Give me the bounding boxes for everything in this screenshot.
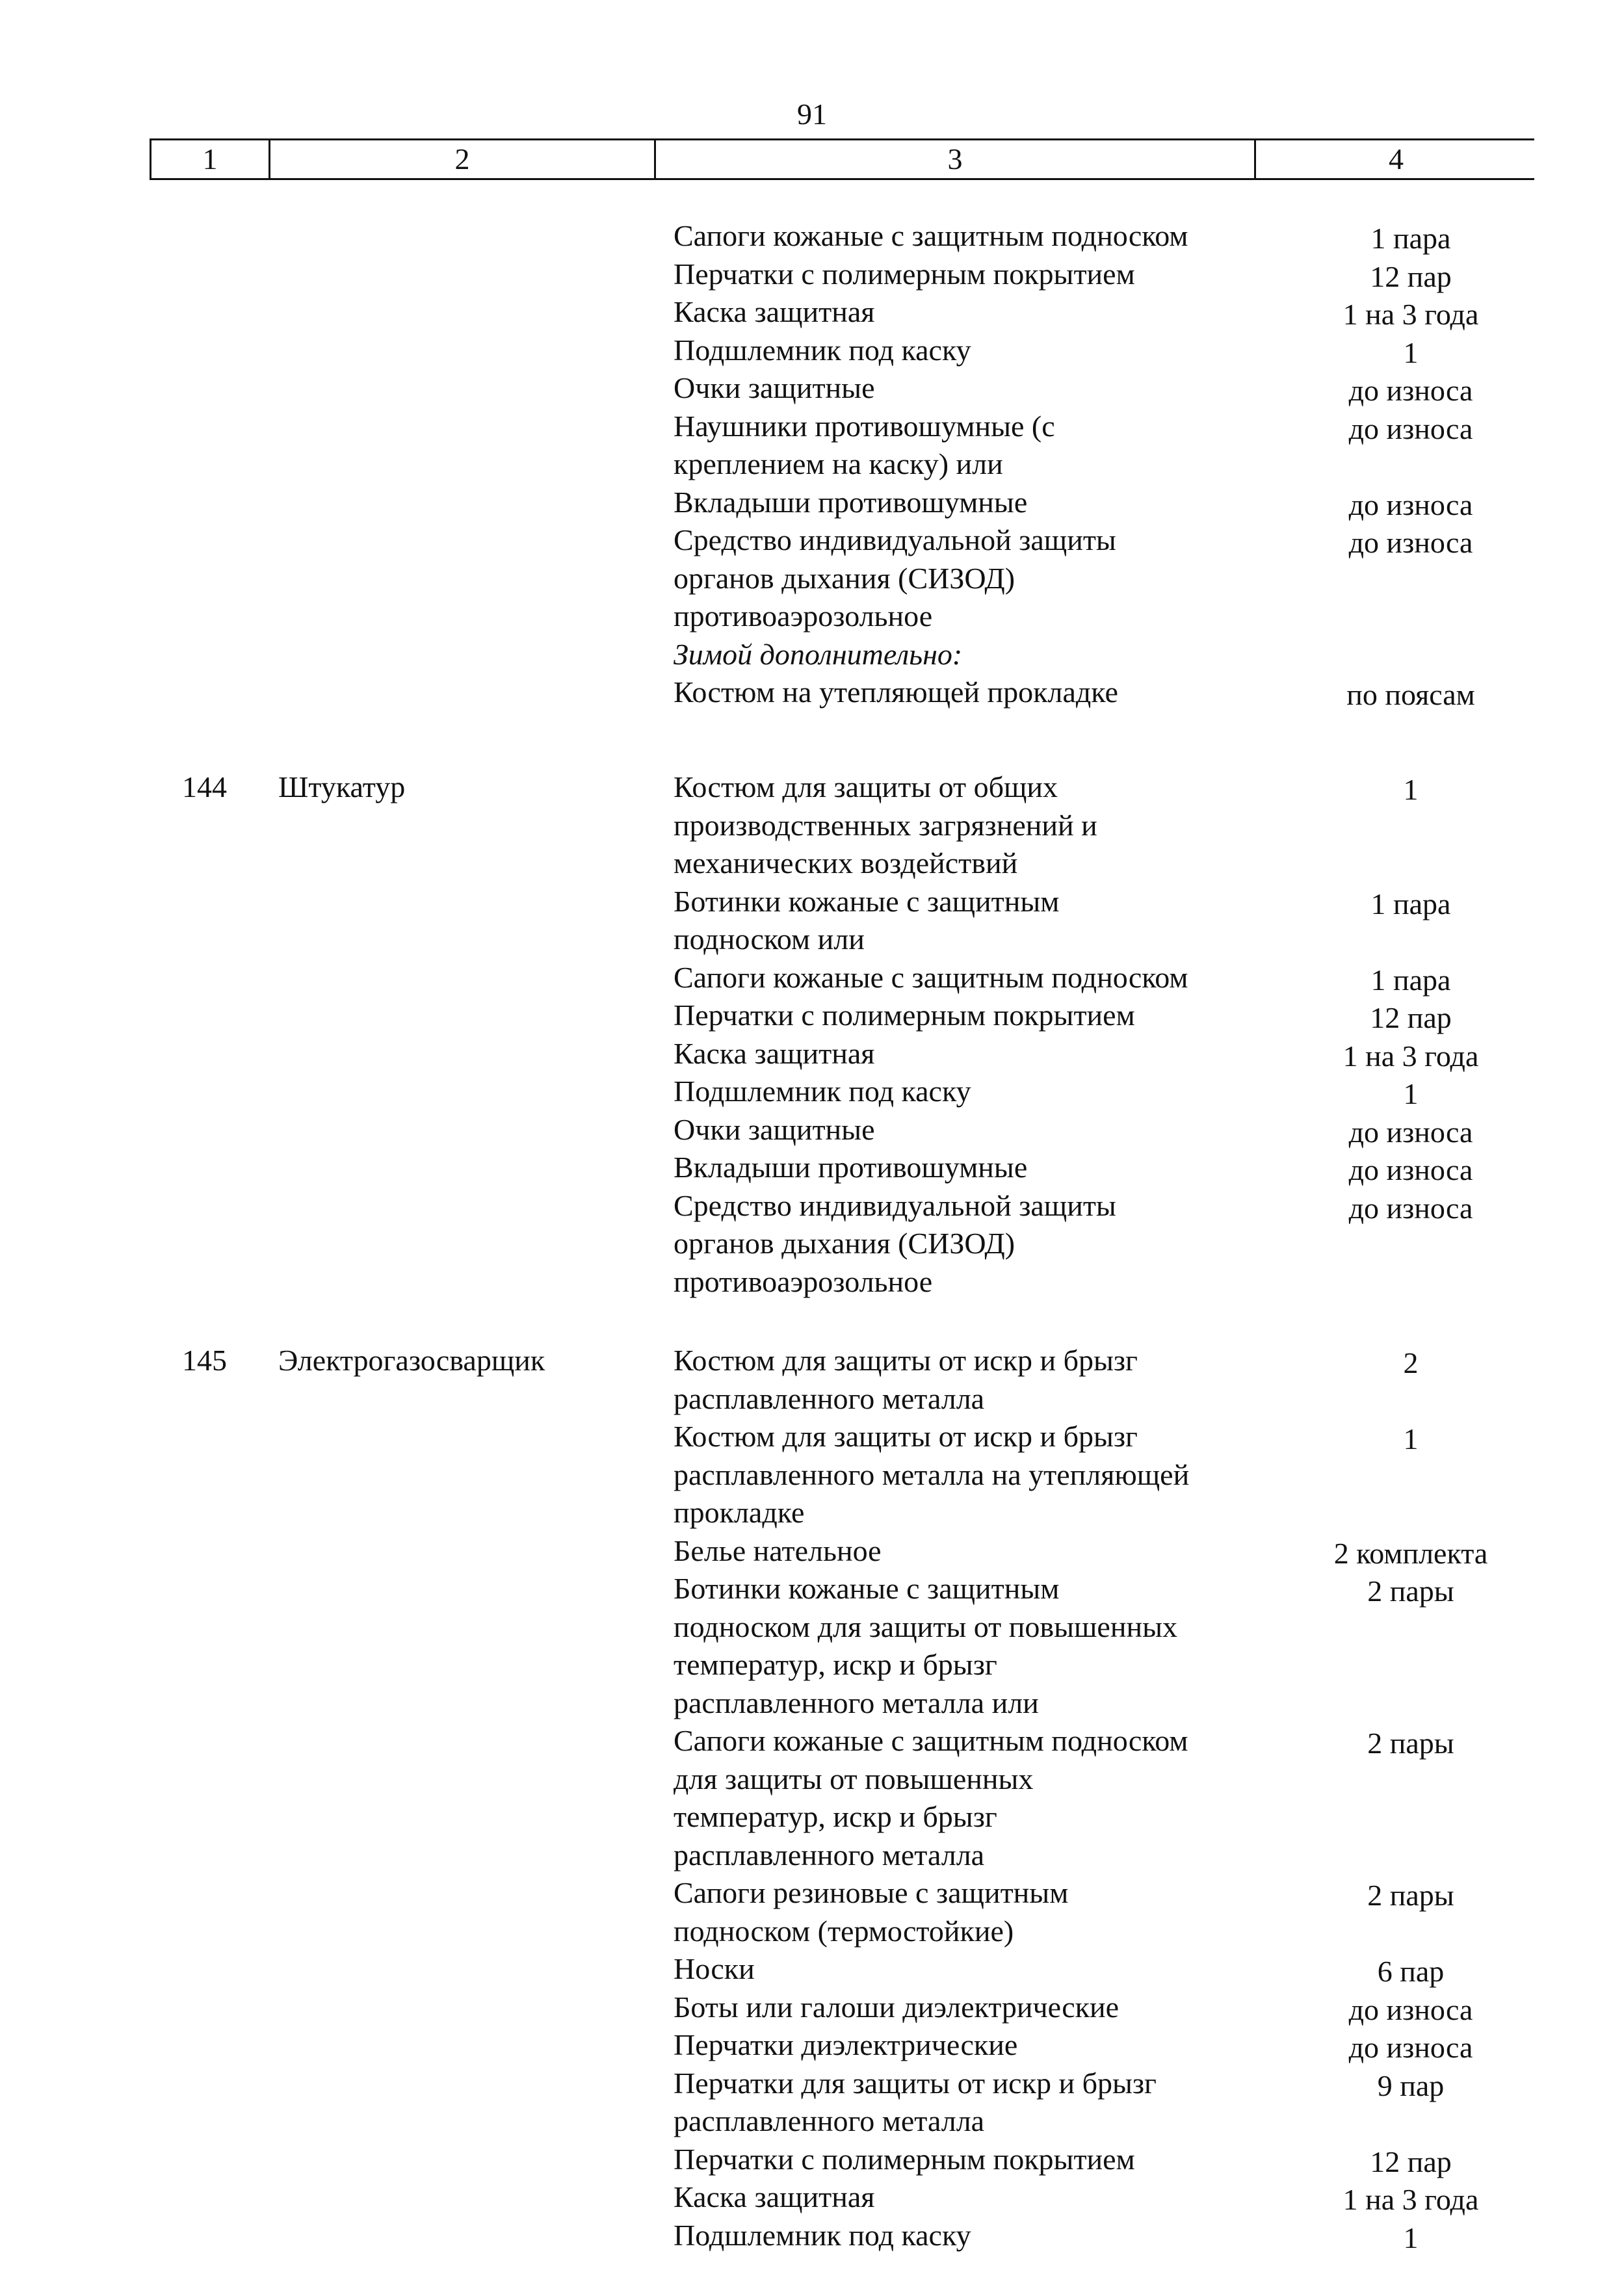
ppe-item-line: Костюм для защиты от общих [674,770,1058,803]
ppe-item-line: Каска защитная [674,2180,875,2213]
issue-norm: 2 пары [1367,1574,1454,1608]
issue-norm: 12 пар [1370,259,1452,293]
ppe-item-line: Сапоги кожаные с защитным подноском [674,219,1188,252]
header-col-4: 4 [1389,142,1404,176]
issue-norm: до износа [1348,374,1473,407]
issue-norm: 12 пар [1370,1001,1452,1034]
ppe-item-line: производственных загрязнений и [674,808,1097,842]
issue-norm: 1 на 3 года [1342,1039,1479,1073]
ppe-item-line: расплавленного металла [674,1381,985,1415]
issue-norm: до износа [1348,488,1473,521]
issue-norm: 6 пар [1377,1955,1445,1988]
issue-norm: 1 [1403,1077,1419,1110]
section-note: Зимой дополнительно: [674,637,963,671]
issue-norm: 1 [1403,1422,1419,1455]
ppe-item-line: Белье нательное [674,1533,882,1567]
issue-norm: до износа [1348,411,1473,445]
ppe-item-line: Сапоги кожаные с защитным подноском [674,1724,1188,1757]
header-col-3: 3 [947,142,963,176]
ppe-item-line: механических воздействий [674,846,1018,880]
ppe-item-line: температур, искр и брызг [674,1648,997,1681]
ppe-item-line: Сапоги резиновые с защитным [674,1876,1069,1909]
ppe-item-line: подноском или [674,922,865,956]
ppe-item-line: Костюм для защиты от искр и брызг [674,1344,1138,1377]
issue-norm: до износа [1348,1992,1473,2026]
ppe-item-line: Носки [674,1952,755,1985]
ppe-item-line: расплавленного металла [674,1838,985,1872]
page-number: 91 [797,98,827,131]
ppe-item-line: расплавленного металла [674,2104,985,2137]
ppe-item-line: Очки защитные [674,371,875,404]
table-header [150,138,1534,180]
ppe-item-line: Перчатки диэлектрические [674,2028,1018,2061]
ppe-item-line: Подшлемник под каску [674,2218,971,2252]
ppe-item-line: Перчатки для защиты от искр и брызг [674,2066,1157,2100]
ppe-item-line: Ботинки кожаные с защитным [674,1572,1060,1605]
ppe-item-line: Вкладыши противошумные [674,1151,1028,1184]
issue-norm: до износа [1348,526,1473,559]
ppe-item-line: подноском (термостойкие) [674,1914,1014,1948]
ppe-item-line: Подшлемник под каску [674,333,971,367]
issue-norm: 1 [1403,335,1419,369]
ppe-item-line: Перчатки с полимерным покрытием [674,998,1135,1032]
ppe-item-line: Перчатки с полимерным покрытием [674,2142,1135,2176]
issue-norm: до износа [1348,1191,1473,1225]
ppe-item-line: Средство индивидуальной защиты [674,1188,1116,1222]
ppe-item-line: Каска защитная [674,295,875,328]
issue-norm: 2 пары [1367,1727,1454,1760]
ppe-item-line: Боты или галоши диэлектрические [674,1990,1120,2024]
ppe-item-line: подноском для защиты от повышенных [674,1610,1177,1643]
issue-norm: 1 [1403,773,1419,806]
issue-norm: 9 пар [1377,2068,1445,2102]
occupation-name: Электрогазосварщик [278,1344,545,1377]
issue-norm: 1 [1403,2221,1419,2254]
ppe-item-line: прокладке [674,1496,805,1529]
row-number: 144 [182,770,227,803]
issue-norm: 1 пара [1370,222,1451,255]
issue-norm: 1 пара [1370,887,1451,920]
issue-norm: 12 пар [1370,2145,1452,2178]
issue-norm: по поясам [1346,678,1475,711]
ppe-item-line: Средство индивидуальной защиты [674,523,1116,556]
ppe-item-line: Очки защитные [674,1112,875,1146]
ppe-item-line: температур, искр и брызг [674,1800,997,1833]
occupation-name: Штукатур [278,770,406,803]
issue-norm: 2 пары [1367,1879,1454,1912]
header-col-1: 1 [202,142,218,176]
header-col-2: 2 [454,142,470,176]
issue-norm: 1 на 3 года [1342,298,1479,331]
issue-norm: до износа [1348,1115,1473,1149]
ppe-item-line: Перчатки с полимерным покрытием [674,257,1135,291]
ppe-item-line: креплением на каску) или [674,447,1003,480]
issue-norm: 1 на 3 года [1342,2183,1479,2216]
ppe-item-line: Подшлемник под каску [674,1075,971,1108]
ppe-item-line: органов дыхания (СИЗОД) [674,561,1015,595]
ppe-item-line: противоаэрозольное [674,1264,933,1298]
row-number: 145 [182,1344,227,1377]
issue-norm: 2 [1403,1346,1419,1379]
issue-norm: до износа [1348,1153,1473,1186]
ppe-item-line: Костюм на утепляющей прокладке [674,675,1118,709]
ppe-item-line: Ботинки кожаные с защитным [674,884,1060,918]
issue-norm: до износа [1348,2031,1473,2064]
ppe-item-line: Каска защитная [674,1036,875,1070]
issue-norm: 2 комплекта [1333,1536,1488,1570]
ppe-item-line: расплавленного металла или [674,1686,1039,1719]
ppe-item-line: органов дыхания (СИЗОД) [674,1227,1015,1260]
ppe-item-line: для защиты от повышенных [674,1762,1034,1795]
issue-norm: 1 пара [1370,963,1451,997]
ppe-item-line: Сапоги кожаные с защитным подноском [674,960,1188,994]
ppe-item-line: Наушники противошумные (с [674,409,1055,443]
ppe-item-line: противоаэрозольное [674,599,933,633]
ppe-item-line: Вкладыши противошумные [674,485,1028,519]
ppe-item-line: расплавленного металла на утепляющей [674,1457,1190,1491]
ppe-item-line: Костюм для защиты от искр и брызг [674,1420,1138,1453]
